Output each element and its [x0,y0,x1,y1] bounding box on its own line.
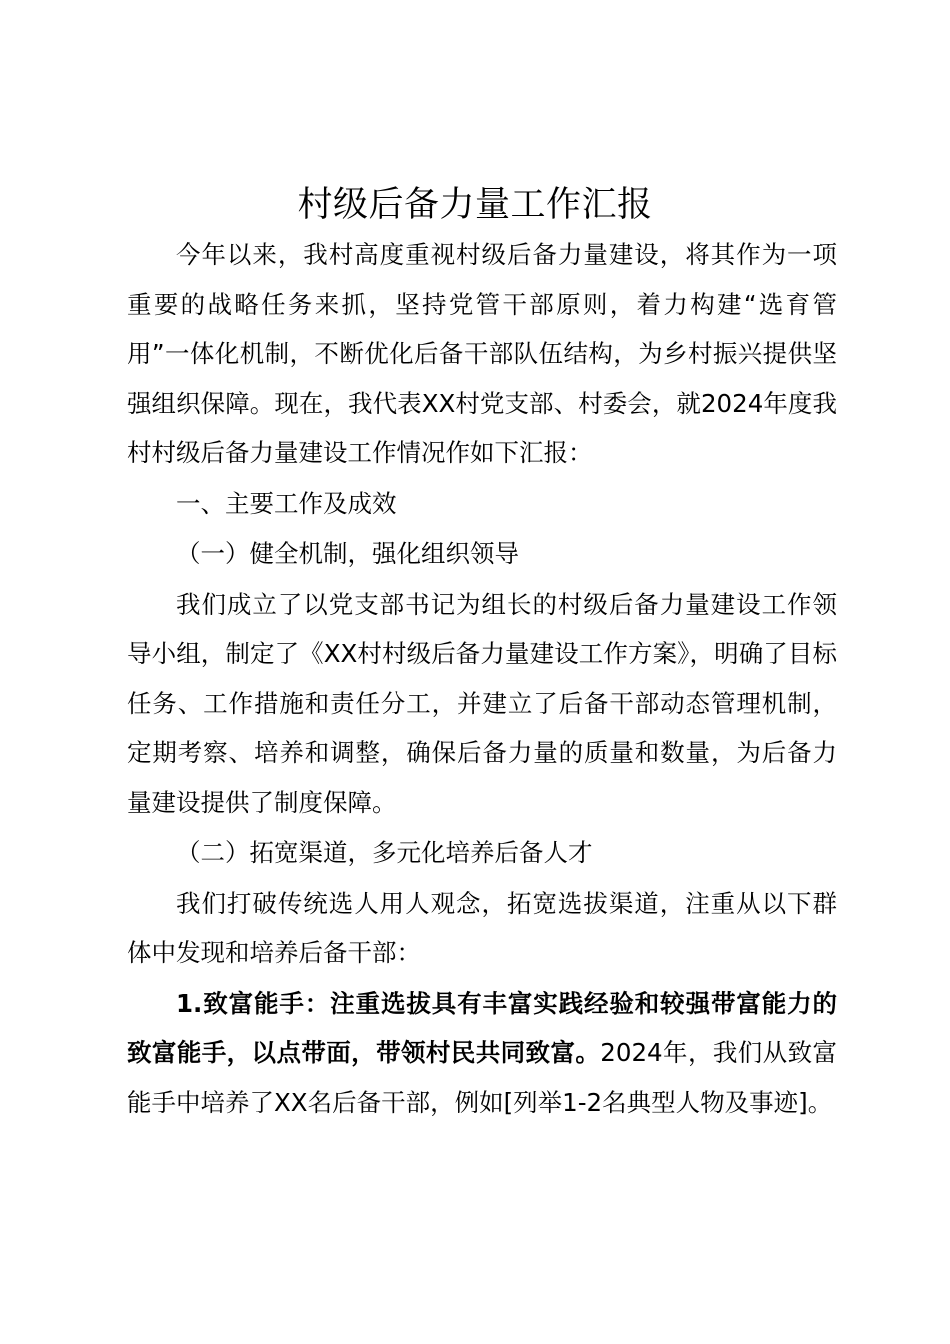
document-body [127,230,837,1127]
intro-paragraph: 今年以来，我村高度重视村级后备力量建设，将其作为一项重要的战略任务来抓，坚持党管干部原则，着力构建“选育管用”一体化机制，不断优化后备干部队伍结构，为乡村振兴提供坚强组织保障。现在，我代表XX村党支部、村委会，就2024年度我村村级后备力量建设工作情况作如下汇报： [127,240,837,467]
subsection-heading-channels: （二）拓宽渠道，多元化培养后备人才 [176,838,593,867]
item-wealth-leaders-bold: 1.致富能手：注重选拔具有丰富实践经验和较强带富能力的致富能手，以点带面，带领村民共同致富。 [127,988,837,1067]
document-title: 村级后备力量工作汇报 [297,185,653,225]
mechanism-paragraph: 我们成立了以党支部书记为组长的村级后备力量建设工作领导小组，制定了《XX村村级后备力量建设工作方案》，明确了目标任务、工作措施和责任分工，并建立了后备干部动态管理机制，定期考察、培养和调整，确保后备力量的质量和数量，为后备力量建设提供了制度保障。 [127,589,837,817]
section-heading-main-work: 一、主要工作及成效 [176,488,397,518]
item-wealth-leaders-text: 2024年，我们从致富能手中培养了XX名后备干部，例如[列举1-2名典型人物及事迹]。 [127,1038,837,1117]
item-wealth-leaders [127,979,837,1128]
subsection-heading-mechanism: （一）健全机制，强化组织领导 [176,539,519,568]
channels-paragraph: 我们打破传统选人用人观念，拓宽选拔渠道，注重从以下群体中发现和培养后备干部： [127,888,837,967]
